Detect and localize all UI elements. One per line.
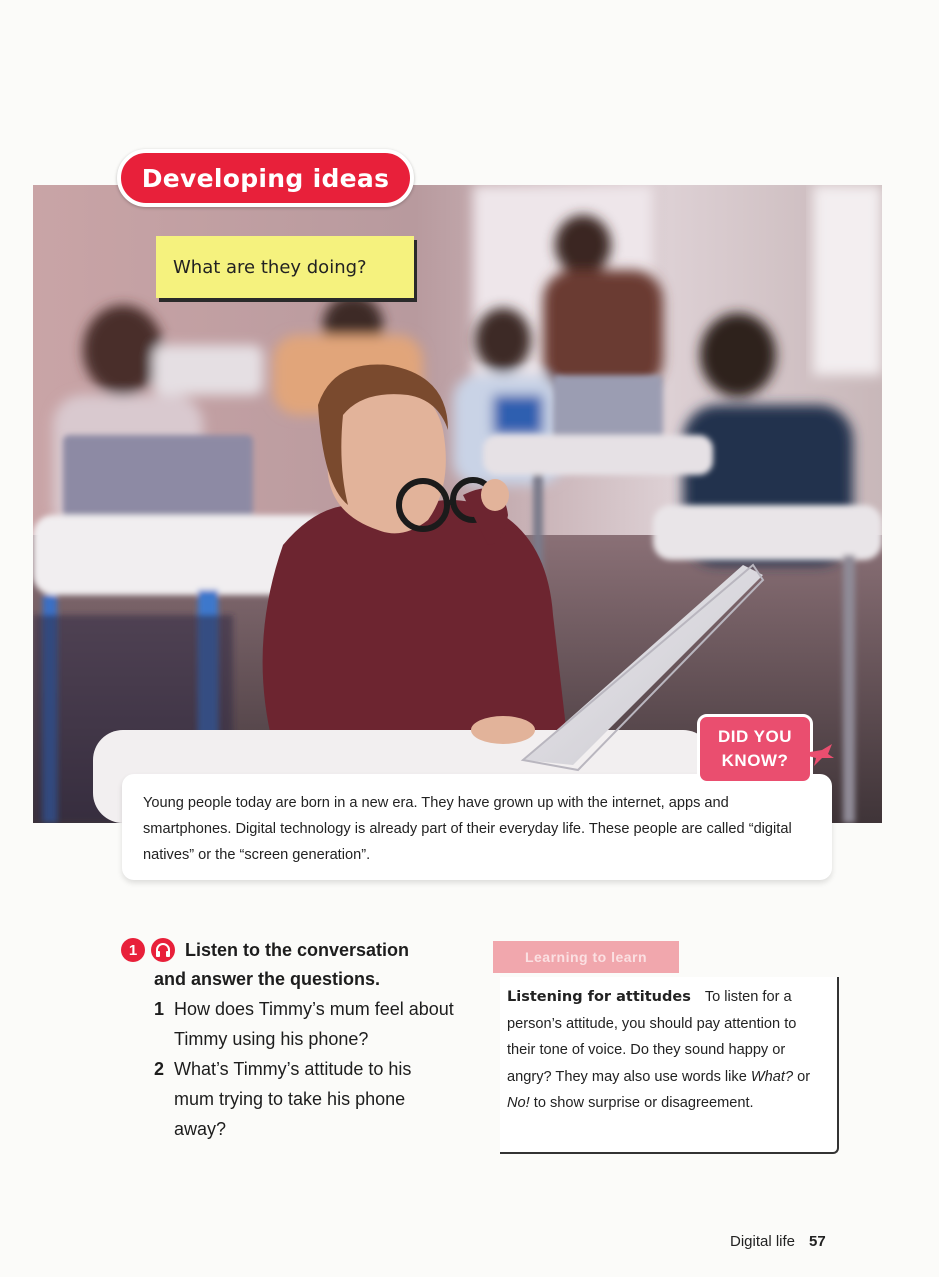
question-number: 2 xyxy=(154,1059,165,1079)
question-item xyxy=(154,1054,454,1144)
tip-example-what: What? xyxy=(750,1068,794,1085)
badge-pointer-icon xyxy=(808,744,834,766)
headphones-icon xyxy=(151,938,175,962)
did-you-know-box xyxy=(122,774,832,880)
tip-title: Listening for attitudes xyxy=(507,989,691,1005)
tip-body-a: To listen for a person’s attitude, you should pay attention to their tone of voice. Do they sound happy or angry? They may also use words like xyxy=(507,989,797,1085)
tip-label-text: Learning to learn xyxy=(524,949,648,965)
tip-example-no: No! xyxy=(507,1095,530,1111)
section-title: Developing ideas xyxy=(141,163,390,193)
tip-body-b: or xyxy=(793,1068,811,1085)
tip-label xyxy=(493,941,679,973)
did-you-know-text: Young people today are born in a new era. They have grown up with the internet, apps and smartphones. Digital technology is already part of their everyday life. These people are called “digital natives” or the “screen generation”. xyxy=(143,795,792,863)
question-number: 1 xyxy=(154,999,165,1019)
section-title-tab xyxy=(117,149,414,207)
did-you-know-line1: DID YOU xyxy=(717,727,793,746)
tip-box xyxy=(500,977,839,1154)
did-you-know-badge xyxy=(697,714,813,784)
question-text: How does Timmy’s mum feel about Timmy using his phone? xyxy=(174,999,454,1049)
exercise-heading xyxy=(121,936,451,994)
exercise-instruction-line2: and answer the questions. xyxy=(154,969,381,989)
photo-prompt-note xyxy=(156,236,414,298)
question-item xyxy=(154,994,454,1054)
question-list xyxy=(154,994,454,1144)
photo-prompt-text: What are they doing? xyxy=(173,256,367,278)
exercise-instruction-line1: Listen to the conversation xyxy=(185,940,410,960)
page-footer xyxy=(730,1233,826,1250)
did-you-know-line2: KNOW? xyxy=(721,751,789,770)
exercise-number: 1 xyxy=(121,938,145,962)
question-text: What’s Timmy’s attitude to his mum trying to take his phone away? xyxy=(174,1059,412,1139)
footer-section-name: Digital life xyxy=(730,1233,796,1250)
tip-body-c: to show surprise or disagreement. xyxy=(529,1095,754,1111)
page-number: 57 xyxy=(809,1233,826,1250)
